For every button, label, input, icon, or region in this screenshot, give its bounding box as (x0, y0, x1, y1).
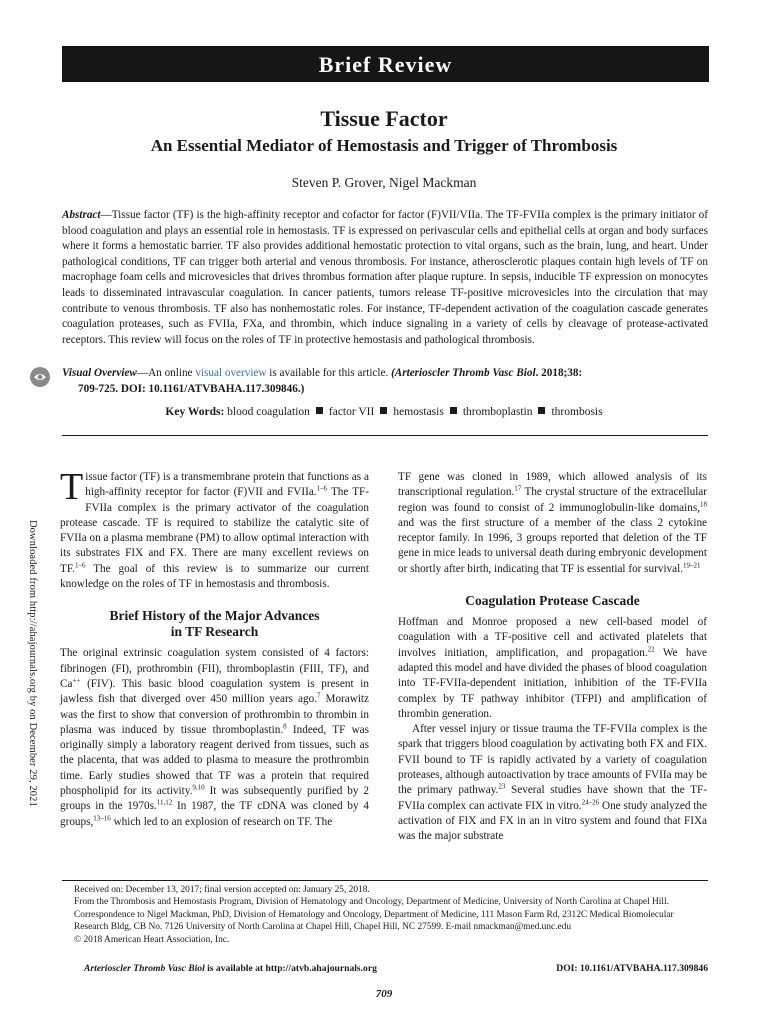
reference[interactable]: 24–26 (581, 797, 600, 806)
footnote-divider (62, 880, 708, 881)
download-watermark (24, 520, 38, 807)
history-text: Indeed, TF was originally simply a laboratory reagent derived from tissues, such as the placenta, that was added to plasma to measure the prothrombin time. Early studies showed that TF was a protein that required phospholipid for its activity. (60, 723, 369, 798)
intro-paragraph (60, 466, 369, 592)
visual-overview-link[interactable]: visual overview (195, 367, 267, 379)
body-text: One study analyzed the activation of FIX and FX in an in vitro system and found that FIXa was the major substrate (398, 799, 707, 843)
footer-doi[interactable]: DOI: 10.1161/ATVBAHA.117.309846 (556, 963, 708, 974)
body-text: and was the first structure of a member of the class 2 cytokine receptor family. In 1996, 3 groups reported that deletion of the TF gene in mice leads to universal death during embryonic development or shortly after birth, indicating that TF is essential for survival. (398, 516, 707, 575)
visual-overview-pre: —An online (136, 367, 196, 379)
history-text: (FIV). This basic blood coagulation system is present in jawless fish that diverged over 450 million years ago. (60, 677, 369, 706)
heading-line: Brief History of the Major Advances (109, 608, 320, 624)
journal-availability (84, 963, 377, 974)
intro-text: The goal of this review is to summarize our current knowledge on the roles of TF in hemostasis and thrombosis. (60, 562, 369, 591)
reference[interactable]: 1–6 (74, 561, 86, 570)
citation-journal: (Arterioscler Thromb Vasc Biol (391, 367, 536, 379)
keyword: thrombosis (551, 406, 603, 418)
square-bullet-icon (450, 407, 457, 414)
keyword: blood coagulation (227, 406, 310, 418)
section-heading-history (60, 608, 369, 640)
body-text: TF gene was cloned in 1989, which allowed analysis of its transcriptional regulation. (398, 471, 707, 499)
history-text: which led to an explosion of research on TF. The (110, 815, 333, 828)
reference[interactable]: 19–21 (683, 561, 701, 570)
journal-url[interactable]: is available at http://atvb.ahajournals.org (204, 963, 377, 974)
reference[interactable]: 8 (283, 722, 287, 731)
correspondence-note: Correspondence to Nigel Mackman, PhD, Division of Hematology and Oncology, Department of Medicine, 111 Mason Farm Rd, 2312C Medical Biomolecular Research Bldg, CB No. 7126 University of North Carolina at Chapel Hill, Chapel Hill, NC 27599. E-mail nmackman@med.unc.edu (74, 909, 674, 933)
reference[interactable]: 23 (498, 782, 506, 791)
reference[interactable]: 22 (647, 644, 655, 653)
right-column (398, 470, 707, 845)
visual-overview-label: Visual Overview (62, 367, 137, 379)
initiation-paragraph (398, 722, 707, 844)
affiliation-note: From the Thrombosis and Hemostasis Program, Division of Hematology and Oncology, Department of Medicine, University of North Carolina at Chapel Hill. (74, 897, 669, 908)
article-title: Tissue Factor (320, 106, 448, 131)
copyright-note: © 2018 American Heart Association, Inc. (74, 934, 230, 945)
journal-name: Arterioscler Thromb Vasc Biol (84, 963, 205, 974)
reference[interactable]: 9,10 (192, 783, 205, 792)
square-bullet-icon (316, 407, 323, 414)
drop-cap: T (60, 466, 84, 508)
header-divider (62, 435, 708, 436)
body-text: After vessel injury or tissue trauma the TF-FVIIa complex is the spark that triggers blood coagulation by activating both FX and FIX. FVII bound to TF is rapidly activated by a variety of coagulation proteases, although autoactivation by trace amounts of FVIIa may be the primary pathway. (398, 723, 707, 797)
download-notice: Downloaded from http://ahajournals.org by on December 29, 2021 (27, 520, 38, 807)
history-text: It was subsequently purified by 2 groups in the 1970s. (60, 785, 369, 813)
reference[interactable]: 17 (514, 484, 522, 493)
article-type-banner: Brief Review (62, 46, 709, 82)
keyword: factor VII (328, 406, 375, 418)
citation-pages-doi: 709-725. DOI: 10.1161/ATVBAHA.117.309846.) (78, 382, 305, 395)
tf-gene-paragraph (398, 470, 707, 577)
history-text: Morawitz was the first to show that conversion of prothrombin to thrombin in plasma was induced by tissue thromboplastin. (60, 693, 369, 736)
citation (391, 367, 582, 379)
intro-text: issue factor (TF) is a transmembrane protein that functions as a high-affinity receptor for factor (F)VII and FVIIa. (85, 471, 369, 499)
square-bullet-icon (380, 407, 387, 414)
left-column (60, 466, 369, 830)
visual-overview-post: is available for this article. (266, 367, 392, 379)
received-note: Received on: December 13, 2017; final version accepted on: January 25, 2018. (74, 885, 370, 895)
visual-overview (62, 366, 708, 397)
article-subtitle: An Essential Mediator of Hemostasis and Trigger of Thrombosis (150, 136, 618, 155)
reference[interactable]: 13–16 (93, 813, 111, 822)
intro-text: The TF-FVIIa complex is the primary activator of the coagulation protease cascade. TF is required to stabilize the catalytic site of FVIIa on a plasma membrane (PM) to allow optimal interaction with its substrates FIX and FX. There are many excellent reviews on TF. (60, 486, 369, 575)
abstract (62, 208, 708, 348)
keyword: hemostasis (393, 406, 444, 418)
history-text: The original extrinsic coagulation system consisted of 4 factors: fibrinogen (FI), prothrombin (FII), thromboplastin (FIII, TF), and Ca (60, 647, 369, 690)
reference[interactable]: 7 (317, 691, 321, 700)
reference[interactable]: 11,12 (156, 798, 173, 807)
keywords (0, 406, 768, 418)
citation-volume: . 2018;38: (535, 367, 583, 379)
section-heading-cascade: Coagulation Protease Cascade (465, 593, 640, 609)
keyword: thromboplastin (462, 406, 533, 418)
reference[interactable]: 1–6 (316, 484, 328, 493)
superscript: ++ (72, 676, 81, 685)
square-bullet-icon (538, 407, 545, 414)
eye-icon[interactable] (30, 367, 50, 387)
page-number: 709 (375, 988, 393, 1000)
body-text: Hoffman and Monroe proposed a new cell-based model of coagulation with a TF-positive cell and activated platelets that involves initiation, amplification, and propagation. (398, 616, 707, 659)
cascade-paragraph (398, 615, 707, 722)
keywords-label: Key Words: (165, 406, 225, 418)
reference[interactable]: 18 (700, 499, 707, 508)
abstract-text: —Tissue factor (TF) is the high-affinity receptor and cofactor for factor (F)VII/VIIa. The TF-FVIIa complex is the primary initiator of blood coagulation and plays an essential role in hemostasis. TF is expressed on perivascular cells and epithelial cells at organ and body surfaces where it forms a hemostatic barrier. TF also provides additional hemostatic protection to vital organs, such as the brain, lung, and heart. Under pathological conditions, TF can trigger both arterial and venous thrombosis. For instance, atherosclerotic plaques contain high levels of TF on macrophage foam cells and microvesicles that drives thrombus formation after plaque rupture. In sepsis, inducible TF expression on monocytes leads to disseminated intravascular coagulation. In cancer patients, tumors release TF-positive microvesicles into the circulation that may contribute to venous thrombosis. TF also has nonhemostatic roles. For instance, TF-dependent activation of the coagulation cascade generates coagulation proteases, such as FVIIa, FXa, and thrombin, which induce signaling in a variety of cells by cleavage of protease-activated receptors. This review will focus on the roles of TF in protective hemostasis and pathological thrombosis. (62, 209, 708, 346)
body-text: We have adapted this model and have divided the phases of blood coagulation into TF-FVIIa-dependent initiation, inhibition of the TF-FVIIa complex by TF pathway inhibitor (TFPI) and amplification of thrombin generation. (398, 646, 708, 720)
history-paragraph (60, 646, 369, 830)
history-text: In 1987, the TF cDNA was cloned by 4 groups, (60, 800, 369, 828)
body-text: Several studies have shown that the TF-FVIIa complex can activate FIX in vitro. (398, 784, 707, 812)
author-list: Steven P. Grover, Nigel Mackman (291, 175, 477, 190)
body-text: The crystal structure of the extracellular region was found to consist of 2 immunoglobulin-like domains, (398, 486, 707, 514)
abstract-label: Abstract (62, 209, 101, 221)
footnotes (62, 884, 708, 946)
heading-line: in TF Research (170, 624, 259, 640)
